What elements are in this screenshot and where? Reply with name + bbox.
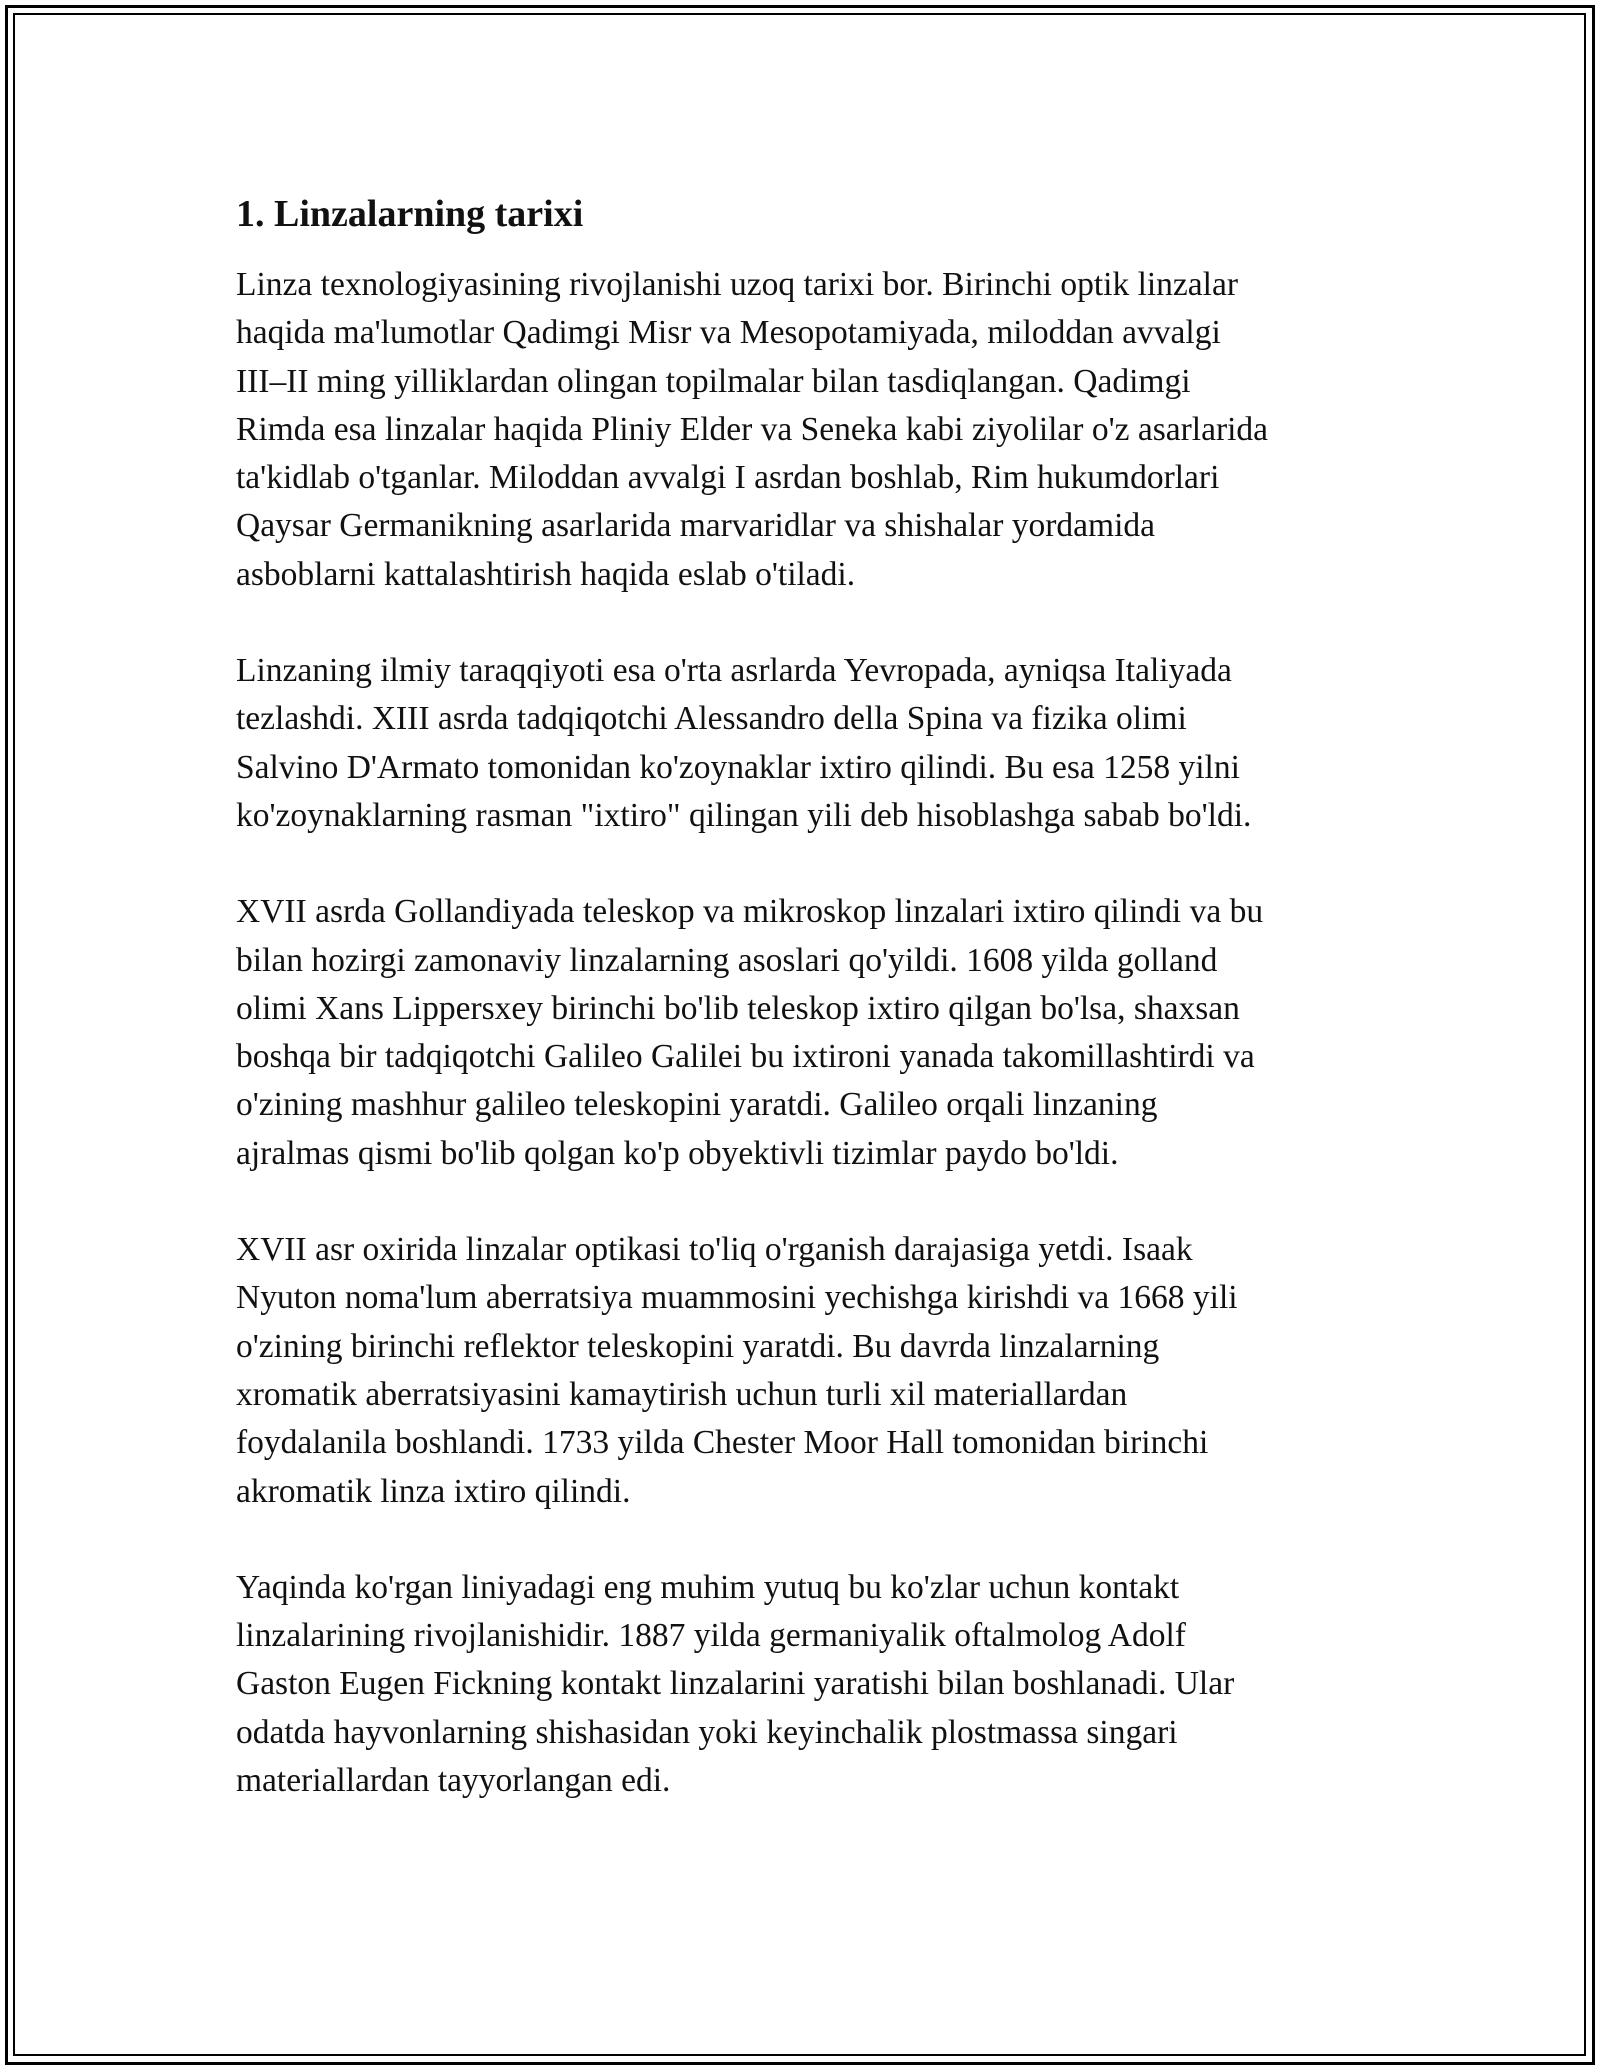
paragraph-line: bilan hozirgi zamonaviy linzalarning asoslari qo'yildi. 1608 yilda golland xyxy=(236,941,1218,979)
paragraph-5 xyxy=(236,1564,1386,1805)
paragraph-line: ta'kidlab o'tganlar. Miloddan avvalgi I asrdan boshlab, Rim hukumdorlari xyxy=(236,459,1220,497)
paragraph-line: ajralmas qismi bo'lib qolgan ko'p obyektivli tizimlar paydo bo'ldi. xyxy=(236,1134,1119,1172)
paragraph-1 xyxy=(236,261,1386,599)
paragraph-line: Linzaning ilmiy taraqqiyoti esa o'rta asrlarda Yevropada, ayniqsa Italiyada xyxy=(236,652,1232,690)
paragraph-line: III–II ming yilliklardan olingan topilmalar bilan tasdiqlangan. Qadimgi xyxy=(236,362,1191,400)
paragraph-line: olimi Xans Lippersxey birinchi bo'lib teleskop ixtiro qilgan bo'lsa, shaxsan xyxy=(236,989,1240,1027)
paragraph-line: odatda hayvonlarning shishasidan yoki keyinchalik plostmassa singari xyxy=(236,1713,1178,1751)
paragraph-line: akromatik linza ixtiro qilindi. xyxy=(236,1472,631,1510)
paragraph-4 xyxy=(236,1226,1386,1516)
paragraph-line: Salvino D'Armato tomonidan ko'zoynaklar ixtiro qilindi. Bu esa 1258 yilni xyxy=(236,748,1240,786)
paragraph-line: linzalarining rivojlanishidir. 1887 yilda germaniyalik oftalmolog Adolf xyxy=(236,1617,1186,1655)
paragraph-line: Rimda esa linzalar haqida Pliniy Elder va Seneka kabi ziyolilar o'z asarlarida xyxy=(236,410,1269,448)
paragraph-line: Linza texnologiyasining rivojlanishi uzoq tarixi bor. Birinchi optik linzalar xyxy=(236,266,1239,303)
paragraph-line: materiallardan tayyorlangan edi. xyxy=(236,1762,671,1800)
paragraph-line: haqida ma'lumotlar Qadimgi Misr va Mesopotamiyada, miloddan avvalgi xyxy=(236,314,1221,352)
paragraph-line: Nyuton noma'lum aberratsiya muammosini yechishga kirishdi va 1668 yili xyxy=(236,1279,1238,1317)
paragraph-line: Gaston Eugen Fickning kontakt linzalarini yaratishi bilan boshlanadi. Ular xyxy=(236,1665,1235,1703)
paragraph-3 xyxy=(236,888,1386,1178)
paragraph-line: foydalanila boshlandi. 1733 yilda Chester Moor Hall tomonidan birinchi xyxy=(236,1424,1209,1462)
paragraph-line: o'zining birinchi reflektor teleskopini yaratdi. Bu davrda linzalarning xyxy=(236,1327,1160,1365)
section-heading: 1. Linzalarning tarixi xyxy=(236,193,584,235)
paragraph-line: asboblarni kattalashtirish haqida eslab o'tiladi. xyxy=(236,555,856,593)
paragraph-line: tezlashdi. XIII asrda tadqiqotchi Alessandro della Spina va fizika olimi xyxy=(236,700,1187,738)
paragraph-line: xromatik aberratsiyasini kamaytirish uchun turli xil materiallardan xyxy=(236,1375,1128,1413)
paragraph-2 xyxy=(236,647,1386,840)
paragraph-line: boshqa bir tadqiqotchi Galileo Galilei bu ixtironi yanada takomillashtirdi va xyxy=(236,1038,1255,1076)
paragraph-line: Yaqinda ko'rgan liniyadagi eng muhim yutuq bu ko'zlar uchun kontakt xyxy=(236,1568,1180,1606)
document-body xyxy=(236,190,1386,1853)
paragraph-line: Qaysar Germanikning asarlarida marvaridlar va shishalar yordamida xyxy=(236,507,1156,545)
paragraph-line: o'zining mashhur galileo teleskopini yaratdi. Galileo orqali linzaning xyxy=(236,1086,1158,1124)
paragraph-line: XVII asrda Gollandiyada teleskop va mikroskop linzalari ixtiro qilindi va bu xyxy=(236,893,1264,931)
paragraph-line: ko'zoynaklarning rasman "ixtiro" qilingan yili deb hisoblashga sabab bo'ldi. xyxy=(236,796,1252,834)
paragraph-line: XVII asr oxirida linzalar optikasi to'liq o'rganish darajasiga yetdi. Isaak xyxy=(236,1231,1193,1269)
